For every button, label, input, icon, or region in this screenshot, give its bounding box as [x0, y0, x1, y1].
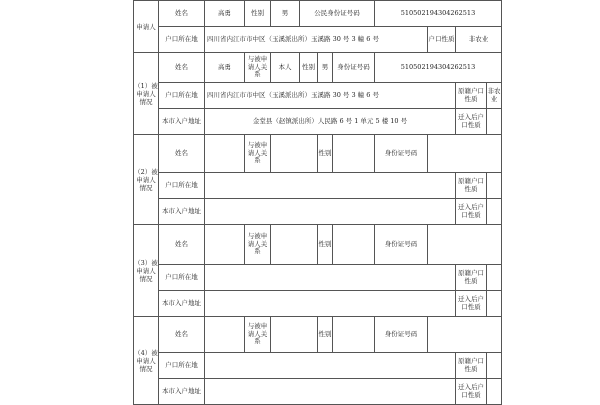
applicant-row-1 [134, 1, 502, 27]
person2-move-type-value[interactable] [487, 199, 502, 225]
applicant-gender-label: 性别 [245, 1, 271, 27]
person4-id-label: 身份证号码 [375, 317, 428, 353]
person3-orig-type-label: 原籍户口性质 [456, 265, 487, 291]
person4-move-type-label: 迁入后户口性质 [456, 379, 487, 405]
person2-row-2 [134, 173, 502, 199]
person4-row-3 [134, 379, 502, 405]
applicant-hukou-label: 户口所在地 [159, 27, 205, 53]
person4-side-label: （4）被申请人情况 [134, 317, 159, 405]
person4-name-value[interactable] [205, 317, 245, 353]
household-registration-form [133, 0, 502, 405]
person1-name-label: 姓名 [159, 53, 205, 83]
person2-side-label: （2）被申请人情况 [134, 135, 159, 225]
person1-side-label: （1）被申请人情况 [134, 53, 159, 135]
applicant-id-label: 公民身份证号码 [300, 1, 375, 27]
person3-row-2 [134, 265, 502, 291]
person4-hukou-value[interactable] [205, 353, 456, 379]
person3-move-label: 本市入户地址 [159, 291, 205, 317]
person2-name-label: 姓名 [159, 135, 205, 173]
person4-relation-label: 与被申请人关系 [245, 317, 271, 353]
person4-move-label: 本市入户地址 [159, 379, 205, 405]
person3-move-value[interactable] [205, 291, 456, 317]
person1-row-2 [134, 83, 502, 109]
person1-orig-type-label: 原籍户口性质 [456, 83, 487, 109]
person2-row-1 [134, 135, 502, 173]
person4-gender-label: 性别 [318, 317, 333, 353]
person1-move-value[interactable]: 金堂县（赵镇派出所）人民路 6 号 1 单元 5 楼 10 号 [205, 109, 456, 135]
person2-relation-value[interactable] [271, 135, 318, 173]
person3-move-type-value[interactable] [487, 291, 502, 317]
form-table [133, 0, 502, 405]
person3-relation-value[interactable] [271, 225, 318, 265]
person4-move-value[interactable] [205, 379, 456, 405]
applicant-id-value[interactable]: 510502194304262513 [375, 1, 502, 27]
person4-move-type-value[interactable] [487, 379, 502, 405]
applicant-hukou-type-value[interactable]: 非农业 [456, 27, 502, 53]
person3-id-label: 身份证号码 [375, 225, 428, 265]
person2-orig-type-label: 原籍户口性质 [456, 173, 487, 199]
person1-row-1 [134, 53, 502, 83]
person1-orig-type-value[interactable]: 非农业 [487, 83, 502, 109]
person2-id-value[interactable] [428, 135, 502, 173]
person4-row-1 [134, 317, 502, 353]
person3-name-label: 姓名 [159, 225, 205, 265]
person4-id-value[interactable] [428, 317, 502, 353]
person1-gender-label: 性别 [300, 53, 318, 83]
person3-move-type-label: 迁入后户口性质 [456, 291, 487, 317]
applicant-hukou-type-label: 户口性质 [428, 27, 456, 53]
person2-move-value[interactable] [205, 199, 456, 225]
person3-side-label: （3）被申请人情况 [134, 225, 159, 317]
person1-id-value[interactable]: 510502194304262513 [375, 53, 502, 83]
applicant-name-value[interactable]: 高勇 [205, 1, 245, 27]
person2-move-type-label: 迁入后户口性质 [456, 199, 487, 225]
person1-relation-value[interactable]: 本人 [271, 53, 300, 83]
person1-move-label: 本市入户地址 [159, 109, 205, 135]
person1-name-value[interactable]: 高勇 [205, 53, 245, 83]
person1-gender-value[interactable]: 男 [318, 53, 333, 83]
person4-row-2 [134, 353, 502, 379]
person3-hukou-label: 户口所在地 [159, 265, 205, 291]
person1-relation-label: 与被申请人关系 [245, 53, 271, 83]
person1-row-3 [134, 109, 502, 135]
person2-row-3 [134, 199, 502, 225]
person1-id-label: 身份证号码 [333, 53, 375, 83]
person2-hukou-label: 户口所在地 [159, 173, 205, 199]
person3-gender-label: 性别 [318, 225, 333, 265]
person2-gender-label: 性别 [318, 135, 333, 173]
person4-orig-type-label: 原籍户口性质 [456, 353, 487, 379]
person3-relation-label: 与被申请人关系 [245, 225, 271, 265]
person4-orig-type-value[interactable] [487, 353, 502, 379]
person3-row-3 [134, 291, 502, 317]
person2-orig-type-value[interactable] [487, 173, 502, 199]
person2-relation-label: 与被申请人关系 [245, 135, 271, 173]
person3-name-value[interactable] [205, 225, 245, 265]
applicant-name-label: 姓名 [159, 1, 205, 27]
applicant-gender-value[interactable]: 男 [271, 1, 300, 27]
person1-hukou-label: 户口所在地 [159, 83, 205, 109]
applicant-hukou-value[interactable]: 四川省内江市市中区（玉溪派出所）玉溪路 30 号 3 幢 6 号 [205, 27, 428, 53]
person1-hukou-value[interactable]: 四川省内江市市中区（玉溪派出所）玉溪路 30 号 3 幢 6 号 [205, 83, 456, 109]
person4-hukou-label: 户口所在地 [159, 353, 205, 379]
person3-orig-type-value[interactable] [487, 265, 502, 291]
person2-hukou-value[interactable] [205, 173, 456, 199]
applicant-side-label: 申请人 [134, 1, 159, 53]
person2-name-value[interactable] [205, 135, 245, 173]
person1-move-type-value[interactable] [487, 109, 502, 135]
person3-id-value[interactable] [428, 225, 502, 265]
applicant-row-2 [134, 27, 502, 53]
person4-relation-value[interactable] [271, 317, 318, 353]
person3-row-1 [134, 225, 502, 265]
person3-gender-value[interactable] [333, 225, 375, 265]
person4-name-label: 姓名 [159, 317, 205, 353]
person2-move-label: 本市入户地址 [159, 199, 205, 225]
person2-id-label: 身份证号码 [375, 135, 428, 173]
person1-move-type-label: 迁入后户口性质 [456, 109, 487, 135]
person3-hukou-value[interactable] [205, 265, 456, 291]
person2-gender-value[interactable] [333, 135, 375, 173]
person4-gender-value[interactable] [333, 317, 375, 353]
